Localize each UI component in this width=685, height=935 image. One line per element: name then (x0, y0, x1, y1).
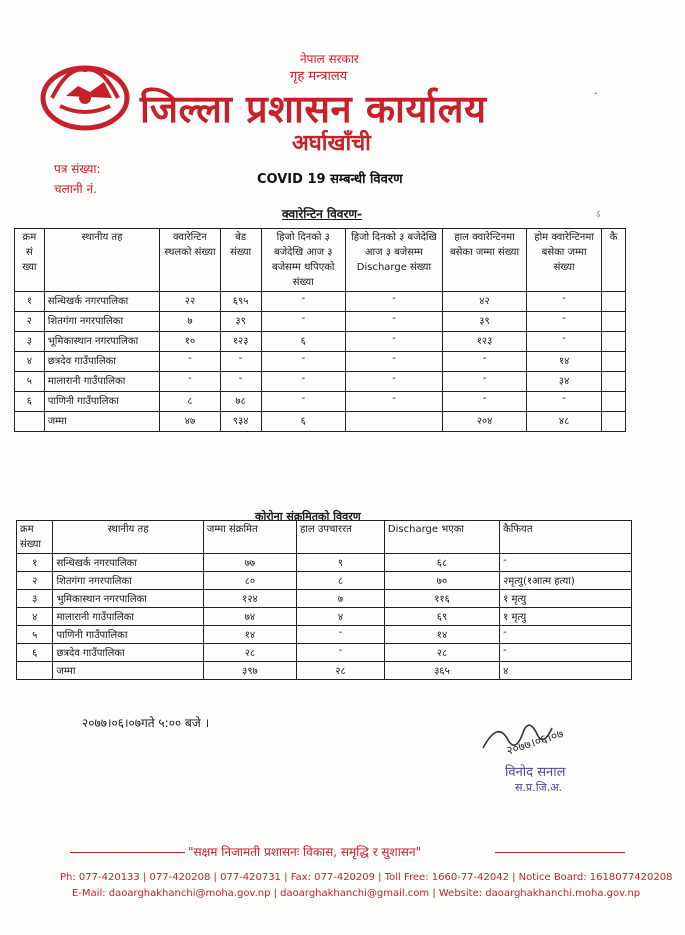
table-cell: मालारानी गाउँपालिका (53, 608, 203, 626)
table-cell: ३९ (220, 312, 261, 332)
table-cell: - (345, 312, 442, 332)
table-row (15, 352, 626, 372)
table-cell: - (345, 392, 442, 412)
table-cell: - (526, 312, 601, 332)
quarantine-section-title: क्वारेन्टिन विवरण- (282, 207, 363, 221)
table-cell: ५ (17, 626, 53, 644)
table-row (17, 644, 632, 662)
table-row (17, 608, 632, 626)
column-header: स्थानीय तह (44, 229, 160, 292)
signer-title: स.प्र.जि.अ. (515, 781, 563, 794)
table-cell: १२३ (220, 332, 261, 352)
table-cell (602, 292, 626, 312)
footer-divider (70, 852, 185, 853)
table-cell: - (160, 372, 220, 392)
district-name: अर्घाखाँची (292, 131, 371, 156)
report-timestamp: २०७७।०६।०७गते ५:०० बजे । (82, 716, 210, 730)
table-cell: - (345, 372, 442, 392)
table-cell: छत्रदेव गाउँपालिका (53, 644, 203, 662)
table-cell: जम्मा (53, 662, 203, 680)
table-cell: ६ (261, 412, 345, 432)
table-cell: ३ (17, 590, 53, 608)
contact-email-line: E-Mail: daoarghakhanchi@moha.gov.np | daoarghakhanchi@gmail.com | Website: daoarghakhanchi.moha.gov.np (72, 888, 641, 899)
table-header-row (15, 229, 626, 292)
column-header: क्रम सं ख्या (15, 229, 45, 292)
column-header: कैफियत (500, 521, 632, 554)
table-cell: ३९ (443, 312, 527, 332)
office-name: जिल्ला प्रशासन कार्यालय (140, 87, 487, 131)
table-cell: ७ (297, 590, 385, 608)
table-cell: - (500, 644, 632, 662)
table-cell: - (500, 554, 632, 572)
table-cell (602, 332, 626, 352)
quarantine-table (14, 228, 626, 432)
table-cell (17, 662, 53, 680)
table-header-row (17, 521, 632, 554)
dispatch-number-label: चलानी नं. (54, 182, 97, 196)
signature-date: २०७७।०६।०७ (504, 726, 566, 758)
table-row (17, 590, 632, 608)
table-cell: - (160, 352, 220, 372)
column-header: बेड संख्या (220, 229, 261, 292)
footer-slogan: "सक्षम निजामती प्रशासनः विकास, समृद्धि र सुशासन" (188, 845, 422, 859)
table-cell: २२ (160, 292, 220, 312)
table-cell: - (345, 292, 442, 312)
table-cell (602, 352, 626, 372)
table-cell: जम्मा (44, 412, 160, 432)
table-row (15, 292, 626, 312)
table-cell: - (443, 372, 527, 392)
table-cell: मालारानी गाउँपालिका (44, 372, 160, 392)
table-cell: - (261, 352, 345, 372)
column-header: हिजो दिनको ३ बजेदेखि आज ३ बजेसम्म थपिएको संख्या (261, 229, 345, 292)
table-cell: सन्धिखर्क नगरपालिका (53, 554, 203, 572)
table-cell: २ (15, 312, 45, 332)
letter-number-label: पत्र संख्या: (54, 162, 101, 176)
table-cell: शितगंगा नगरपालिका (53, 572, 203, 590)
table-total-row (15, 412, 626, 432)
table-cell: ४ (17, 608, 53, 626)
table-cell: ४२ (443, 292, 527, 312)
table-cell: पाणिनी गाउँपालिका (44, 392, 160, 412)
table-cell: - (220, 372, 261, 392)
column-header: हाल क्वारेन्टिनमा बसेका जम्मा संख्या (443, 229, 527, 292)
table-cell: - (526, 392, 601, 412)
table-cell: ९ (297, 554, 385, 572)
table-cell: १ मृत्यु (500, 590, 632, 608)
footer-divider (495, 852, 625, 853)
column-header: क्रम संख्या (17, 521, 53, 554)
table-cell (602, 312, 626, 332)
table-cell: ४ (15, 352, 45, 372)
table-cell (602, 372, 626, 392)
government-name: नेपाल सरकार (300, 52, 359, 66)
table-cell: ६९५ (220, 292, 261, 312)
table-cell: ११६ (384, 590, 499, 608)
document-title: COVID 19 सम्बन्धी विवरण (257, 172, 403, 187)
table-row (17, 626, 632, 644)
table-row (15, 392, 626, 412)
table-cell: ५ (15, 372, 45, 392)
table-row (17, 554, 632, 572)
table-cell: १ मृत्यु (500, 608, 632, 626)
table-cell: ३६५ (384, 662, 499, 680)
table-cell: शितगंगा नगरपालिका (44, 312, 160, 332)
signer-name: विनोद सनाल (505, 765, 566, 780)
signature-icon (478, 710, 628, 760)
table-cell: - (261, 392, 345, 412)
table-cell: - (297, 626, 385, 644)
table-cell: - (500, 626, 632, 644)
table-cell: ८ (160, 392, 220, 412)
ministry-name: गृह मन्त्रालय (290, 69, 348, 84)
column-header: स्थानीय तह (53, 521, 203, 554)
table-cell: १२४ (203, 590, 296, 608)
table-cell: २०४ (443, 412, 527, 432)
pencil-mark: ऽ (596, 210, 601, 220)
table-cell (345, 412, 442, 432)
table-cell: १ (15, 292, 45, 312)
table-cell: ८ (297, 572, 385, 590)
table-row (17, 572, 632, 590)
table-cell: ७७ (203, 554, 296, 572)
table-cell: २ (17, 572, 53, 590)
table-total-row (17, 662, 632, 680)
table-cell: - (526, 332, 601, 352)
nepal-emblem-icon (38, 58, 132, 132)
table-cell: - (345, 352, 442, 372)
table-cell: ४७ (160, 412, 220, 432)
table-cell: १० (160, 332, 220, 352)
table-cell: १२३ (443, 332, 527, 352)
table-cell: - (526, 292, 601, 312)
table-cell: २मृत्यु(१आत्म हत्या) (500, 572, 632, 590)
corona-section-title: कोरोना संक्रमितको विवरण (255, 510, 361, 523)
table-cell (602, 412, 626, 432)
table-cell: भुमिकास्थान नगरपालिका (53, 590, 203, 608)
table-cell: ४ (297, 608, 385, 626)
table-cell: ६ (15, 392, 45, 412)
column-header: हिजो दिनको ३ बजेदेखि आज ३ बजेसम्म Discharge संख्या (345, 229, 442, 292)
table-cell: ७८ (220, 392, 261, 412)
table-cell (15, 412, 45, 432)
table-cell (602, 392, 626, 412)
table-row (15, 332, 626, 352)
table-cell: १४ (384, 626, 499, 644)
table-cell: २८ (203, 644, 296, 662)
table-cell: ३९७ (203, 662, 296, 680)
table-cell: १ (17, 554, 53, 572)
table-cell: ६ (261, 332, 345, 352)
table-cell: ८० (203, 572, 296, 590)
contact-phone-line: Ph: 077-420133 | 077-420208 | 077-420731 | Fax: 077-420209 | Toll Free: 1660-77-42042 | Notice Board: 1618077420208 (60, 872, 673, 883)
table-cell: ३ (15, 332, 45, 352)
column-header: हाल उपचाररत (297, 521, 385, 554)
table-cell: १४ (203, 626, 296, 644)
table-cell: ७० (384, 572, 499, 590)
table-cell: पाणिनी गाउँपालिका (53, 626, 203, 644)
table-cell: - (261, 372, 345, 392)
table-row (15, 312, 626, 332)
table-cell: ६ (17, 644, 53, 662)
column-header: होम क्वारेन्टिनमा बसेका जम्मा संख्या (526, 229, 601, 292)
table-cell: - (220, 352, 261, 372)
table-cell: - (261, 292, 345, 312)
table-cell: ९३४ (220, 412, 261, 432)
column-header: जम्मा संक्रमित (203, 521, 296, 554)
column-header: क्वारेन्टिन स्थलको संख्या (160, 229, 220, 292)
corona-table (16, 520, 632, 680)
table-cell: - (345, 332, 442, 352)
table-cell: ७ (160, 312, 220, 332)
column-header: Discharge भएका (384, 521, 499, 554)
table-cell: ४ (500, 662, 632, 680)
table-cell: २८ (297, 662, 385, 680)
table-cell: - (443, 392, 527, 412)
table-cell: भूमिकास्थान नगरपालिका (44, 332, 160, 352)
table-cell: ६९ (384, 608, 499, 626)
table-row (15, 372, 626, 392)
margin-mark: ꞈ (594, 84, 598, 95)
table-cell: छत्रदेव गाउँपालिका (44, 352, 160, 372)
table-cell: २८ (384, 644, 499, 662)
table-cell: सन्धिखर्क नगरपालिका (44, 292, 160, 312)
table-cell: ३४ (526, 372, 601, 392)
table-cell: - (443, 352, 527, 372)
table-cell: ७४ (203, 608, 296, 626)
column-header: कै (602, 229, 626, 292)
table-cell: ६८ (384, 554, 499, 572)
table-cell: ४८ (526, 412, 601, 432)
table-cell: - (297, 644, 385, 662)
table-cell: - (261, 312, 345, 332)
table-cell: १४ (526, 352, 601, 372)
